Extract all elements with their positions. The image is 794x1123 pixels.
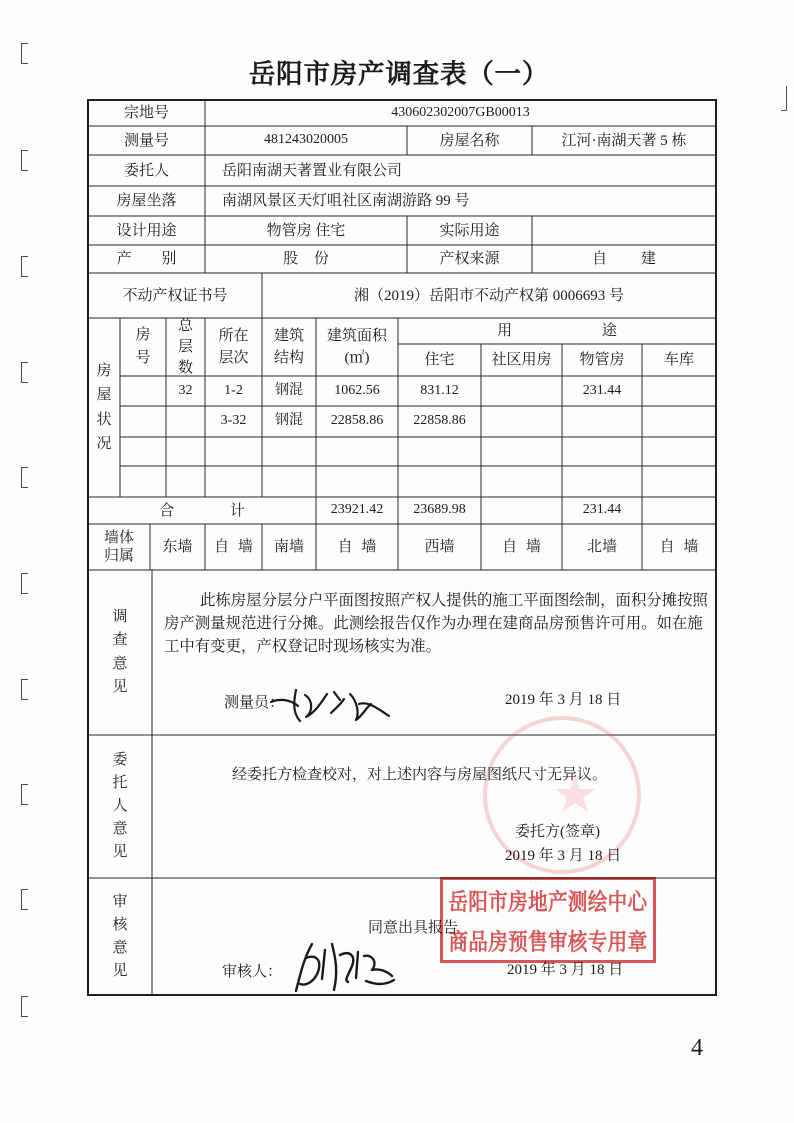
survey-opinion-date: 2019 年 3 月 18 日 bbox=[505, 692, 622, 708]
client-opinion-text: 经委托方检查校对，对上述内容与房屋图纸尺寸无异议。 bbox=[232, 767, 608, 783]
row1-property-mgmt: 231.44 bbox=[582, 382, 622, 398]
row1-total-floors: 32 bbox=[178, 382, 193, 398]
row2-area: 22858.86 bbox=[330, 413, 384, 429]
wall-north-owner: 自 墙 bbox=[659, 539, 699, 555]
review-opinion-label-text: 审核意见 bbox=[112, 893, 128, 979]
actual-use-label: 实际用途 bbox=[439, 222, 500, 239]
location-label: 房屋坐落 bbox=[116, 193, 177, 209]
surveyor-label: 测量员： bbox=[224, 695, 285, 711]
header-structure-text: 建筑结构 bbox=[273, 328, 304, 366]
client-value: 岳阳南湖天著置业有限公司 bbox=[222, 162, 403, 179]
wall-south-side: 南墙 bbox=[273, 539, 304, 555]
total-property-mgmt: 231.44 bbox=[582, 502, 622, 518]
client-opinion-date: 2019 年 3 月 18 日 bbox=[505, 848, 622, 864]
client-opinion-label-text: 委托人意见 bbox=[112, 752, 128, 860]
wall-west-side: 西墙 bbox=[424, 539, 455, 555]
row2-structure: 钢混 bbox=[275, 413, 303, 429]
design-use-value: 物管房 住宅 bbox=[266, 222, 346, 239]
certificate-label: 不动产权证书号 bbox=[122, 287, 228, 304]
client-seal-label: 委托方(签章) bbox=[515, 824, 600, 840]
header-community: 社区用房 bbox=[491, 352, 552, 368]
row1-residential: 831.12 bbox=[420, 382, 459, 398]
survey-opinion-line: 此栋房屋分层分户平面图按照产权人提供的施工平面图绘制，面积分摊按照 bbox=[200, 591, 708, 609]
header-total-floors-text: 总层数 bbox=[177, 317, 193, 376]
wall-east-side: 东墙 bbox=[162, 539, 193, 555]
survey-opinion-label-text: 调查意见 bbox=[112, 608, 128, 695]
survey-opinion-line: 房产测量规范进行分摊。此测绘报告仅作为办理在建商品房预售许可用。如在施 bbox=[164, 614, 703, 632]
total-area: 23921.42 bbox=[330, 502, 384, 518]
total-label: 合 计 bbox=[159, 502, 245, 519]
header-area-text: 建筑面积(㎡) bbox=[326, 328, 387, 366]
header-residential: 住宅 bbox=[424, 352, 455, 368]
review-stamp bbox=[440, 877, 656, 963]
page-number: 4 bbox=[691, 1034, 703, 1061]
survey-no-value: 481243020005 bbox=[264, 132, 348, 148]
parcel-value: 430602302007GB00013 bbox=[391, 104, 530, 120]
total-residential: 23689.98 bbox=[413, 502, 466, 518]
header-room-no-text: 房号 bbox=[135, 327, 151, 366]
title-source-label: 产权来源 bbox=[439, 251, 500, 267]
survey-opinion-line: 工中有变更，产权登记时现场核实为准。 bbox=[164, 637, 442, 655]
certificate-value: 湘（2019）岳阳市不动产权第 0006693 号 bbox=[353, 287, 624, 304]
walls-label-text: 墙体归属 bbox=[103, 530, 134, 564]
reviewer-label: 审核人： bbox=[222, 964, 283, 980]
row1-structure: 钢混 bbox=[275, 382, 303, 398]
house-name-value: 江河·南湖天著 5 栋 bbox=[561, 132, 687, 149]
title-source-value: 自 建 bbox=[592, 251, 656, 267]
review-stamp-line1: 岳阳市房地产测绘中心 bbox=[448, 889, 648, 916]
review-opinion-text: 同意出具报告 bbox=[368, 920, 459, 936]
row1-floor-range: 1-2 bbox=[224, 382, 243, 398]
design-use-label: 设计用途 bbox=[116, 222, 177, 239]
page-title: 岳阳市房产调查表（一） bbox=[248, 59, 550, 90]
location-value: 南湖风景区天灯咀社区南湖游路 99 号 bbox=[222, 193, 470, 209]
review-stamp-line2: 商品房预售审核专用章 bbox=[448, 929, 648, 956]
house-status-label-text: 房屋状况 bbox=[96, 362, 112, 452]
wall-west-owner: 自 墙 bbox=[502, 539, 541, 555]
wall-east-owner: 自 墙 bbox=[214, 539, 253, 555]
review-opinion-date: 2019 年 3 月 18 日 bbox=[507, 962, 624, 978]
parcel-label: 宗地号 bbox=[123, 105, 169, 121]
row1-area: 1062.56 bbox=[334, 382, 380, 398]
header-property-mgmt: 物管房 bbox=[579, 352, 625, 368]
property-type-value: 股 份 bbox=[283, 251, 329, 267]
header-garage: 车库 bbox=[663, 352, 694, 368]
wall-south-owner: 自 墙 bbox=[337, 539, 377, 555]
survey-no-label: 测量号 bbox=[123, 132, 169, 149]
row2-residential: 22858.86 bbox=[413, 413, 466, 429]
house-name-label: 房屋名称 bbox=[439, 132, 500, 149]
wall-north-side: 北墙 bbox=[586, 539, 617, 555]
row2-floor-range: 3-32 bbox=[220, 413, 247, 429]
client-label: 委托人 bbox=[123, 162, 169, 179]
property-type-label: 产 别 bbox=[116, 251, 177, 267]
header-floor-range-text: 所在层次 bbox=[218, 328, 249, 366]
header-usage: 用 途 bbox=[497, 323, 617, 339]
